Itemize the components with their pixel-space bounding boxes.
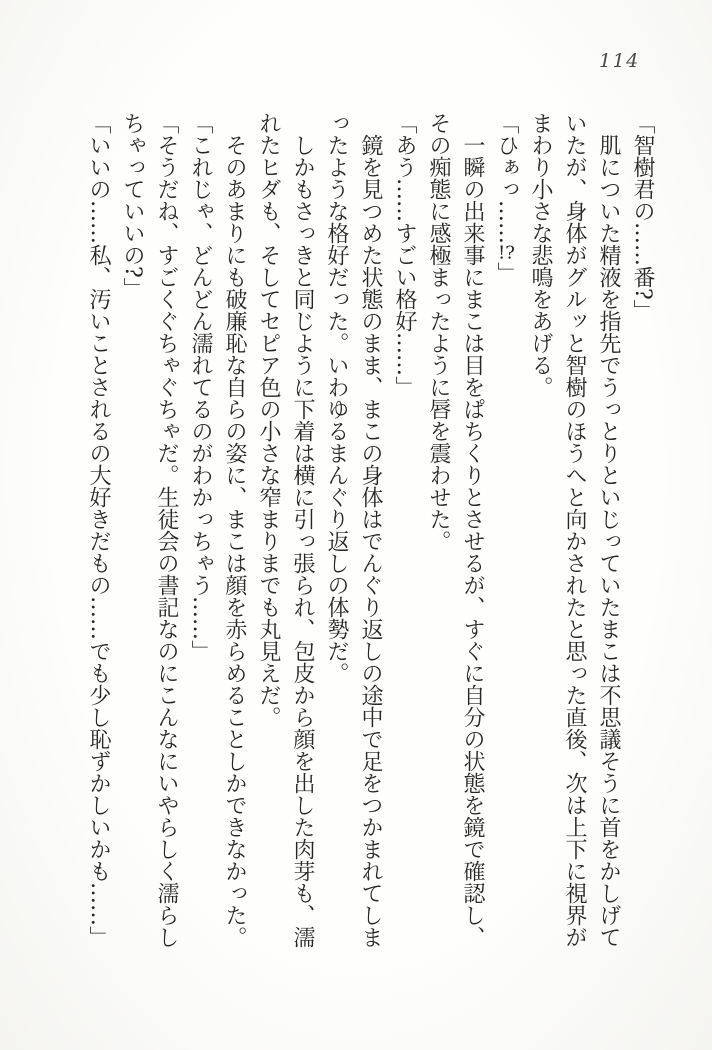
exclamation-question-mark: !? <box>498 244 515 263</box>
text-line: 「そうだね、すごくぐちゃぐちゃだ。生徒会の書記なのにこんなにいやらしく濡らし <box>154 112 179 948</box>
text-line: ちゃっていいの?」 <box>120 112 145 300</box>
text-block <box>81 112 659 950</box>
text-line: 「これじゃ、どんどん濡れてるのがわかっちゃう……」 <box>188 112 213 662</box>
text-line: その痴態に感極まったように唇を震わせた。 <box>426 112 451 552</box>
narration-paragraph <box>217 112 251 950</box>
narration-paragraph <box>251 112 319 950</box>
narration-paragraph <box>421 112 489 950</box>
page-number: 114 <box>599 50 640 72</box>
text-line: ったような格好だった。いわゆるまんぐり返しの体勢だ。 <box>324 112 349 684</box>
text-line: 肌についた精液を指先でうっとりといじっていたまこは不思議そうに首をかしげて <box>596 134 621 948</box>
text-line: そのあまりにも破廉恥な自らの姿に、まこは顔を赤らめることしかできなかった。 <box>222 134 247 948</box>
text-line: 「ひぁっ……!?」 <box>494 112 519 285</box>
narration-paragraph <box>319 112 387 950</box>
dialogue-paragraph <box>115 112 183 950</box>
text-line: 「いいの……私、汚いことされるの大好きだもの……でも少し恥ずかしいかも……」 <box>86 112 111 948</box>
text-line: 鏡を見つめた状態のまま、まこの身体はでんぐり返しの途中で足をつかまれてしま <box>358 134 383 948</box>
dialogue-paragraph <box>625 112 659 950</box>
text-line: 「あう……すごい格好……」 <box>392 112 417 398</box>
text-line: 一瞬の出来事にまこは目をぱちくりとさせるが、すぐに自分の状態を鏡で確認し、 <box>460 134 485 948</box>
text-line: いたが、身体がグルッと智樹のほうへと向かされたと思った直後、次は上下に視界が <box>562 112 587 948</box>
text-line: しかもさっきと同じように下着は横に引っ張られ、包皮から顔を出した肉芽も、濡 <box>290 134 315 948</box>
dialogue-paragraph <box>387 112 421 950</box>
dialogue-paragraph <box>489 112 523 950</box>
dialogue-paragraph <box>81 112 115 950</box>
dialogue-paragraph <box>183 112 217 950</box>
text-line: 「智樹君の……番?」 <box>630 112 655 322</box>
text-line: れたヒダも、そしてセピア色の小さな窄まりまでも丸見えだ。 <box>256 112 281 728</box>
narration-paragraph <box>523 112 625 950</box>
text-line: まわり小さな悲鳴をあげる。 <box>528 112 553 398</box>
